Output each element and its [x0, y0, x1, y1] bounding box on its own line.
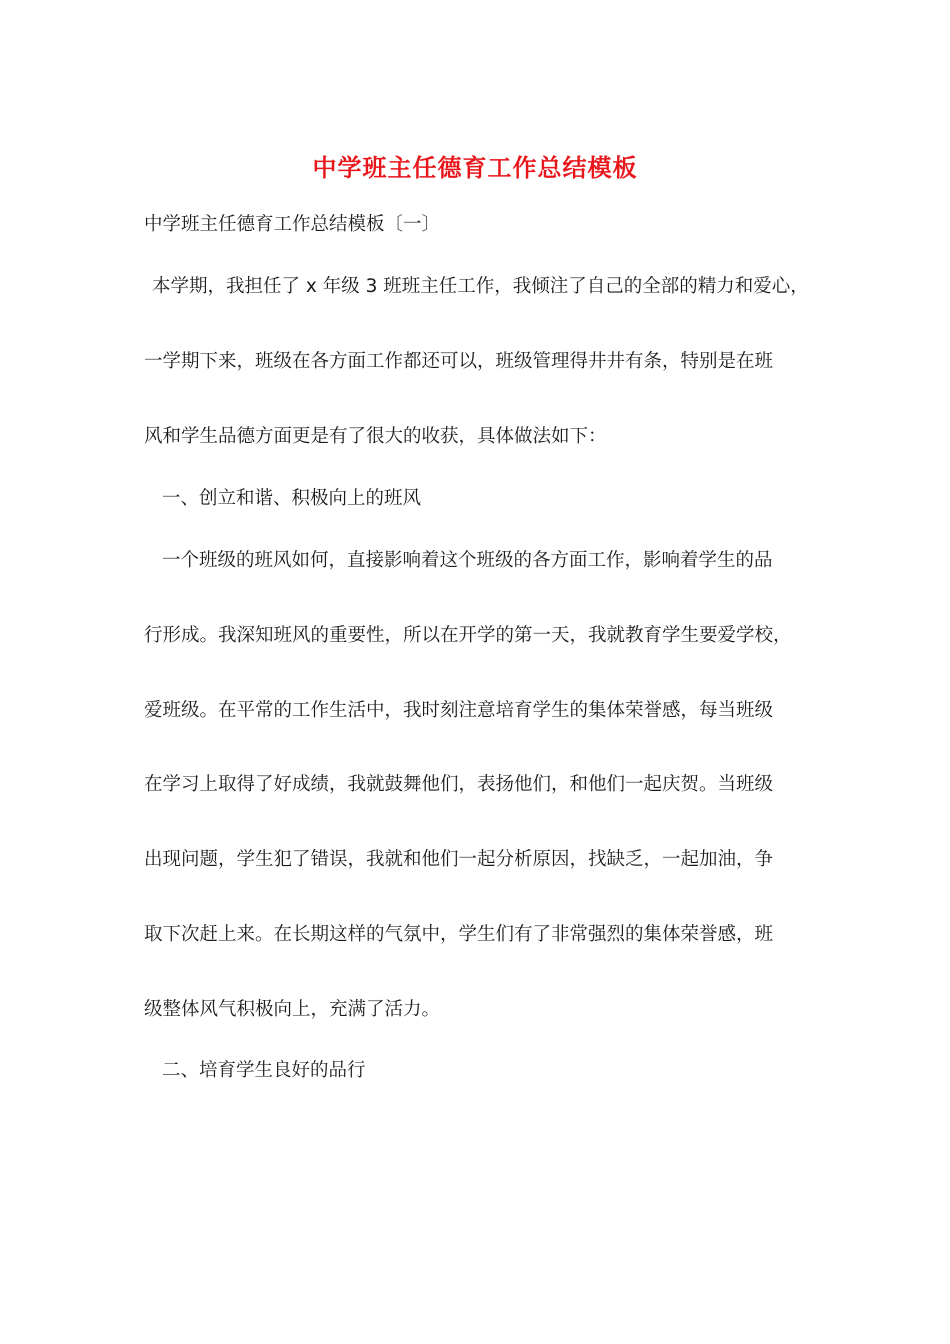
paragraph-line: 出现问题，学生犯了错误，我就和他们一起分析原因，找缺乏，一起加油，争 [144, 849, 774, 870]
paragraph-line: 本学期，我担任了 x 年级 3 班班主任工作，我倾注了自己的全部的精力和爱心， [152, 276, 809, 297]
paragraph-line: 爱班级。在平常的工作生活中，我时刻注意培育学生的集体荣誉感，每当班级 [144, 700, 774, 721]
section-heading-2: 二、培育学生良好的品行 [162, 1060, 366, 1081]
paragraph-line: 一学期下来，班级在各方面工作都还可以，班级管理得井井有条，特别是在班 [144, 351, 774, 372]
paragraph-line: 一个班级的班风如何，直接影响着这个班级的各方面工作，影响着学生的品 [162, 550, 773, 571]
document-title: 中学班主任德育工作总结模板 [312, 153, 638, 182]
paragraph-line: 风和学生品德方面更是有了很大的收获，具体做法如下： [144, 426, 607, 447]
paragraph-line: 在学习上取得了好成绩，我就鼓舞他们，表扬他们，和他们一起庆贺。当班级 [144, 774, 774, 795]
paragraph-line: 取下次赶上来。在长期这样的气氛中，学生们有了非常强烈的集体荣誉感，班 [144, 924, 774, 945]
section-subtitle: 中学班主任德育工作总结模板〔一〕 [144, 214, 441, 235]
paragraph-line: 行形成。我深知班风的重要性，所以在开学的第一天，我就教育学生要爱学校， [144, 625, 792, 646]
paragraph-line: 级整体风气积极向上，充满了活力。 [144, 999, 441, 1020]
section-heading-1: 一、创立和谐、积极向上的班风 [162, 488, 422, 509]
